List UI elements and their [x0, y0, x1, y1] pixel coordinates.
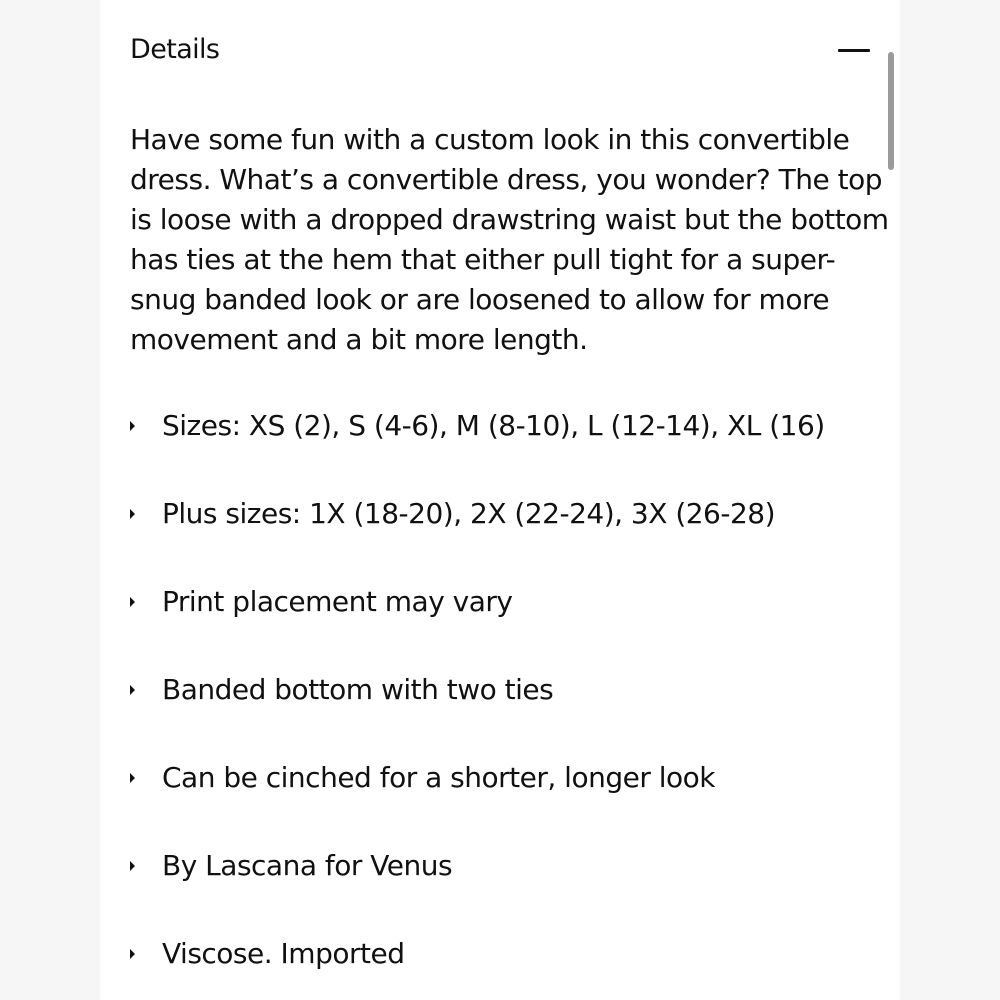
triangle-bullet-icon — [130, 949, 135, 959]
collapse-button[interactable] — [830, 32, 870, 68]
product-description: Have some fun with a custom look in this convertible dress. What’s a convertible dress, you wonder? The top is loose with a dropped drawstring waist but the bottom has ties at the hem that either pull tight for a super-snug banded look or are loosened to allow for more movement and a bit more length. — [130, 123, 889, 356]
triangle-bullet-icon — [130, 421, 135, 431]
triangle-bullet-icon — [130, 597, 135, 607]
feature-text: Sizes: XS (2), S (4-6), M (8-10), L (12-14), XL (16) — [162, 409, 825, 442]
details-header[interactable] — [130, 28, 870, 74]
feature-text: Print placement may vary — [162, 585, 513, 618]
list-item — [130, 758, 870, 846]
list-item — [130, 406, 870, 494]
list-item — [130, 846, 870, 934]
triangle-bullet-icon — [130, 861, 135, 871]
list-item — [130, 582, 870, 670]
feature-text: Viscose. Imported — [162, 937, 405, 970]
list-item — [130, 670, 870, 758]
feature-text: Can be cinched for a shorter, longer look — [162, 761, 715, 794]
section-title: Details — [130, 34, 220, 65]
list-item — [130, 494, 870, 582]
triangle-bullet-icon — [130, 685, 135, 695]
details-panel — [100, 0, 900, 1000]
feature-text: Banded bottom with two ties — [162, 673, 554, 706]
feature-text: By Lascana for Venus — [162, 849, 453, 882]
list-item — [130, 934, 870, 1000]
feature-list — [130, 406, 870, 1000]
triangle-bullet-icon — [130, 509, 135, 519]
triangle-bullet-icon — [130, 773, 135, 783]
feature-text: Plus sizes: 1X (18-20), 2X (22-24), 3X (26-28) — [162, 497, 776, 530]
minus-icon — [838, 49, 870, 52]
